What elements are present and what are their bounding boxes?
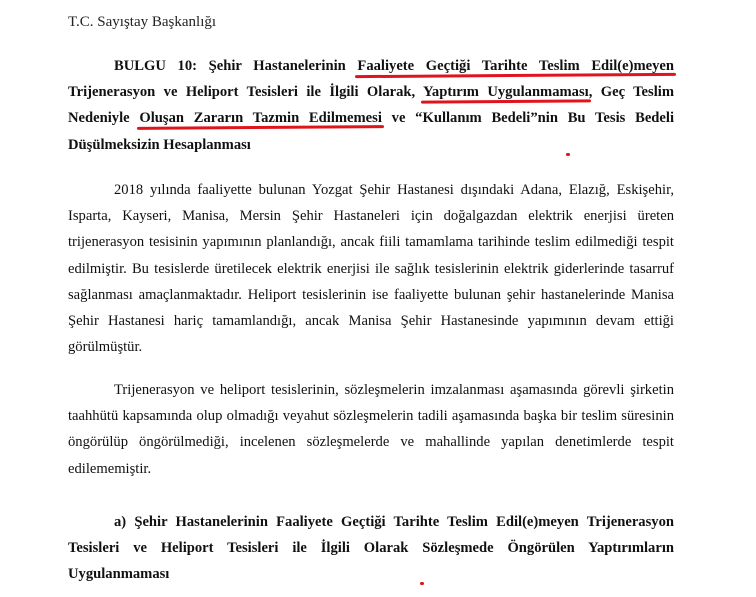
bulgu-heading-highlight-4: Bu Tesis Bedeli Düşülmeksizin Hesaplanması (68, 110, 674, 153)
bulgu-heading-text-4: ve “Kullanım Bedeli”nin (381, 110, 568, 127)
paragraph-2: Trijenerasyon ve heliport tesislerinin, sözleşmelerin imzalanması aşamasında görevli şirketin taahhütü kapsamında olup olmadığı veyahut sözleşmelerin tadili aşamasında başka bir teslim süresinin öngörülüp öngörülmediği, incelenen sözleşmelerde ve mahallinde yapılan denetimlerde tespit edilememiştir. (68, 382, 674, 477)
subheading-a-highlight: Sözleşmede Öngörülen Yaptırımların Uygulanmaması (68, 540, 675, 583)
subheading-a (68, 509, 674, 588)
bulgu-heading-highlight-3: Oluşan Zararın Tazmin Edilmemesi (139, 110, 382, 127)
bulgu-heading-text-2: Trijenerasyon ve Heliport Tesisleri ile İlgili Olarak, (68, 84, 424, 101)
bulgu-heading-text-3: , Geç Teslim Nedeniyle (68, 84, 674, 127)
subheading-a-text: a) Şehir Hastanelerinin Faaliyete Geçtiği Tarihte Teslim Edil(e)meyen Trijenerasyon Tesisleri ve Heliport Tesisleri ile İlgili Olarak (68, 514, 674, 557)
bulgu-heading-text-1: BULGU 10: Şehir Hastanelerinin (114, 58, 358, 74)
paragraph-1: 2018 yılında faaliyette bulunan Yozgat Şehir Hastanesi dışındaki Adana, Elazığ, Eskişehir, Isparta, Kayseri, Manisa, Mersin Şehir Hastaneleri için doğalgazdan elektrik enerjisi üreten trijenerasyon tesisinin yapımının planlandığı, ancak fiili tamamlama tarihinde teslim edilmediği tespit edilmiştir. Bu tesislerde üretilecek elektrik enerjisi ile sağlık tesislerinin elektrik giderlerinde tasarruf sağlanması amaçlanmaktadır. Heliport tesislerinin ise faaliyette bulunan şehir hastanelerinde Manisa Şehir Hastanesi hariç tamamlandığı, ancak Manisa Şehir Hastanesinde yapımının devam ettiği görülmüştür. (68, 182, 674, 356)
document-header: T.C. Sayıştay Başkanlığı (68, 14, 217, 30)
bulgu-heading-highlight-2: Yaptırım Uygulanmaması (423, 84, 589, 101)
bulgu-heading-highlight-1: Faaliyete Geçtiği Tarihte Teslim Edil(e)meyen (357, 58, 674, 74)
bulgu-heading (68, 53, 674, 158)
